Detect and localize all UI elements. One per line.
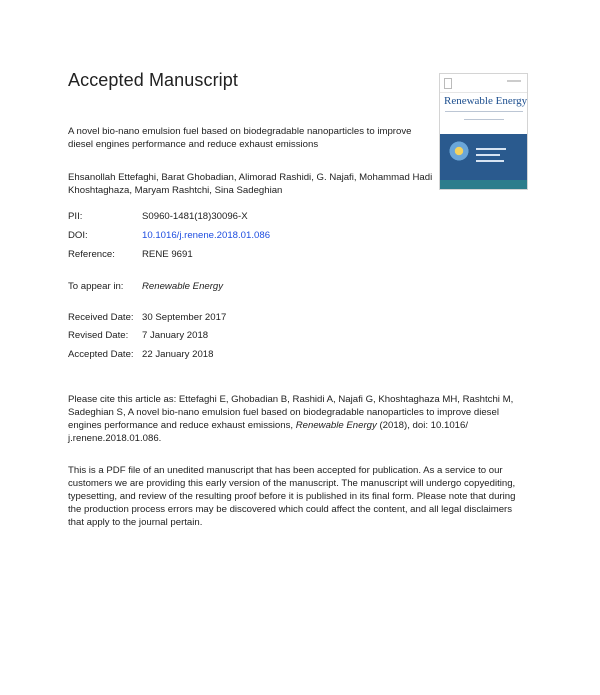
cover-text-line <box>476 154 500 156</box>
publisher-logo-icon <box>444 78 452 89</box>
pii-value: S0960-1481(18)30096-X <box>142 211 248 222</box>
accepted-date-value: 22 January 2018 <box>142 349 214 360</box>
citation-paragraph <box>68 393 530 445</box>
doi-link[interactable]: 10.1016/j.renene.2018.01.086 <box>142 230 271 241</box>
page-heading: Accepted Manuscript <box>68 70 238 90</box>
sunflower-icon <box>448 140 470 162</box>
cover-header <box>440 74 527 93</box>
article-authors: Ehsanollah Ettefaghi, Barat Ghobadian, Alimorad Rashidi, G. Najafi, Mohammad Hadi Khoshtaghaza, Maryam Rashtchi, Sina Sadeghian <box>68 172 433 196</box>
citation-doi: (2018), doi: 10.1016/ j.renene.2018.01.086. <box>68 420 469 444</box>
article-title: A novel bio-nano emulsion fuel based on biodegradable nanoparticles to improve diesel engines performance and reduce exhaust emissions <box>68 126 412 150</box>
cover-text-line <box>476 148 506 150</box>
revised-date-label: Revised Date: <box>68 330 129 341</box>
cover-text-line <box>464 119 504 120</box>
received-date-value: 30 September 2017 <box>142 312 227 323</box>
reference-value: RENE 9691 <box>142 249 193 260</box>
manuscript-notice: This is a PDF file of an unedited manuscript that has been accepted for publication. As a service to our customers we are providing this early version of the manuscript. The manuscript will undergo copyediting, typesetting, and review of the resulting proof before it is published in its final form. Please note that during the production process errors may be discovered which could affect the content, and all legal disclaimers that apply to the journal pertain. <box>68 465 516 528</box>
cover-text-line <box>476 160 504 162</box>
appear-in-label: To appear in: <box>68 281 124 292</box>
doi-label: DOI: <box>68 230 88 241</box>
reference-label: Reference: <box>68 249 115 260</box>
citation-journal: Renewable Energy <box>295 420 377 431</box>
pii-label: PII: <box>68 211 83 222</box>
cover-header-mark <box>507 80 521 82</box>
cover-journal-title: Renewable Energy <box>444 95 528 107</box>
cover-text-line <box>445 111 523 112</box>
appear-in-journal: Renewable Energy <box>142 281 224 292</box>
received-date-label: Received Date: <box>68 312 134 323</box>
accepted-date-label: Accepted Date: <box>68 349 134 360</box>
revised-date-value: 7 January 2018 <box>142 330 209 341</box>
citation-text: Please cite this article as: Ettefaghi E, Ghobadian B, Rashidi A, Najafi G, Khoshtaghaza MH, Rashtchi M, Sadeghian S, A novel bio-nano emulsion fuel based on biodegradable nanoparticles to improve diesel engines performance and reduce exhaust emissions, <box>68 394 514 431</box>
